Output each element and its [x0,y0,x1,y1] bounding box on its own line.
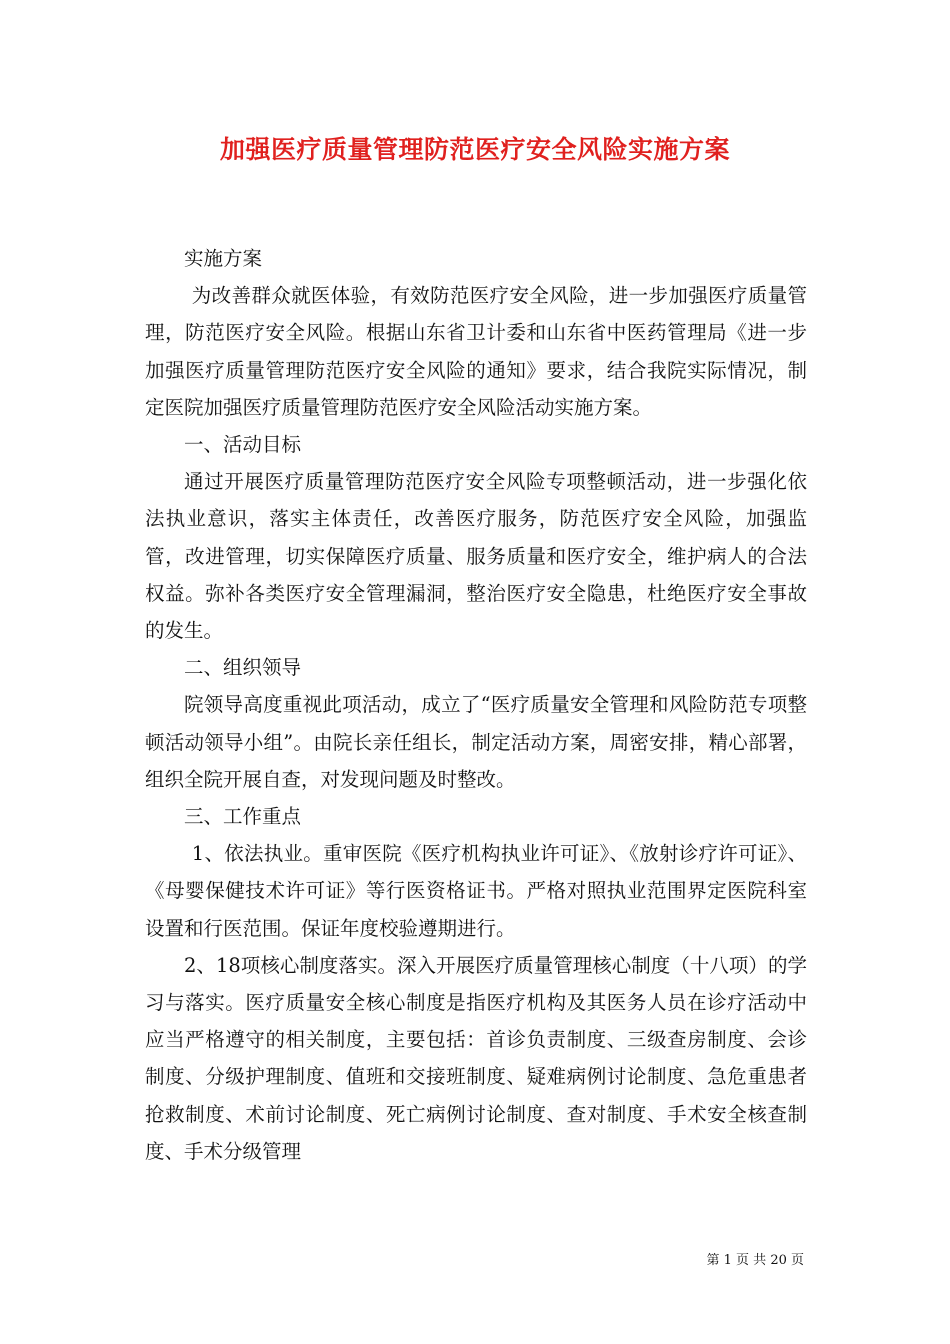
section-label-plan: 实施方案 [184,247,263,270]
activity-goal-paragraph: 通过开展医疗质量管理防范医疗安全风险专项整顿活动，进一步强化依法执业意识，落实主体责任，改善医疗服务，防范医疗安全风险，加强监管，改进管理，切实保障医疗质量、服务质量和医疗安全，维护病人的合法权益。弥补各类医疗安全管理漏洞，整治医疗安全隐患，杜绝医疗安全事故的发生。 [145,470,807,643]
document-title: 加强医疗质量管理防范医疗安全风险实施方案 [219,135,730,164]
heading-work-focus: 三、工作重点 [184,805,302,829]
page-number: 第 1 页 共 20 页 [706,1253,804,1268]
work-focus-item-2: 2、18项核心制度落实。深入开展医疗质量管理核心制度（十八项）的学习与落实。医疗质量安全核心制度是指医疗机构及其医务人员在诊疗活动中应当严格遵守的相关制度，主要包括：首诊负责制度、三级查房制度、会诊制度、分级护理制度、值班和交接班制度、疑难病例讨论制度、急危重患者抢救制度、术前讨论制度、死亡病例讨论制度、查对制度、手术安全核查制度、手术分级管理 [145,953,807,1163]
work-focus-item-1: 1、依法执业。重审医院《医疗机构执业许可证》、《放射诊疗许可证》、《母婴保健技术许可证》等行医资格证书。严格对照执业范围界定医院科室设置和行医范围。保证年度校验遵期进行。 [145,842,807,940]
organization-paragraph: 院领导高度重视此项活动，成立了“医疗质量安全管理和风险防范专项整顿活动领导小组”。由院长亲任组长，制定活动方案，周密安排，精心部署，组织全院开展自查，对发现问题及时整改。 [145,693,807,791]
heading-activity-goal: 一、活动目标 [184,433,302,457]
intro-paragraph: 为改善群众就医体验，有效防范医疗安全风险，进一步加强医疗质量管理，防范医疗安全风险。根据山东省卫计委和山东省中医药管理局《进一步加强医疗质量管理防范医疗安全风险的通知》要求，结合我院实际情况，制定医院加强医疗质量管理防范医疗安全风险活动实施方案。 [145,284,807,419]
heading-organization: 二、组织领导 [184,656,302,680]
document-body [145,240,807,1170]
